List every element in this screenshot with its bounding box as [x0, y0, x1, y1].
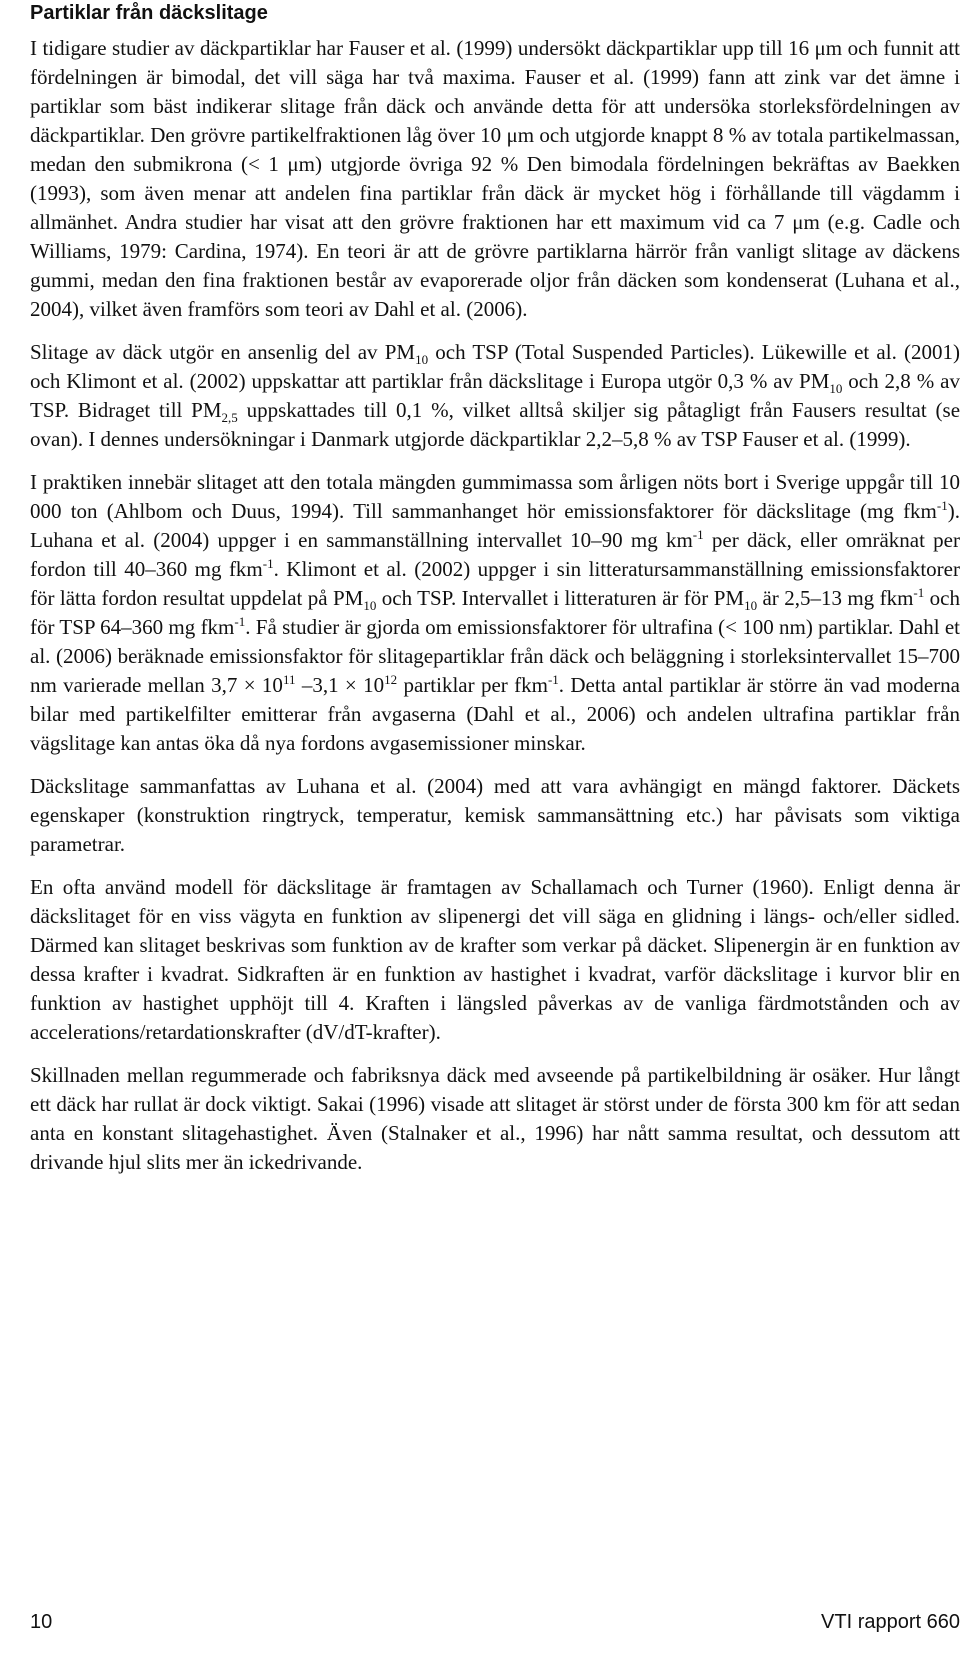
paragraph-3: I praktiken innebär slitaget att den totala mängden gummimassa som årligen nöts bort i Sverige uppgår till 10 000 ton (Ahlbom och Duus, 1994). Till sammanhanget hör emissionsfaktorer för däckslitage (mg fkm$^{-1}$). Luhana et al. (2004) uppger i en sammanställning intervallet 10–90 mg $km^{-1}$ per däck, eller omräknat per fordon till 40–360 mg fkm$^{-1}$. Klimont et al. (2002) uppger i sin litteratursammanställning emissionsfaktorer för lätta fordon resultat uppdelat på $PM_{10}$ och TSP. Intervallet i litteraturen är för $PM_{10}$ är 2,5–13 mg fkm$^{-1}$ och för TSP 64–360 mg fkm$^{-1}$. Få studier är gjorda om emissionsfaktorer för ultrafina (< 100 nm) partiklar. Dahl et al. (2006) beräknade emissionsfaktor för slitagepartiklar från däck och beläggning i storleksintervallet 15–700 nm varierade mellan $3,7 \times 10^{11}$ $-3,1 \times 10^{12}$ partiklar per fkm$^{-1}$. Detta antal partiklar är större än vad moderna bilar med partikelfilter emitterar från avgaserna (Dahl et al., 2006) och andelen ultrafina partiklar från vägslitage kan antas öka då nya fordons avgasemissioner minskar. — [30, 470, 960, 755]
report-name: VTI rapport 660 — [821, 1611, 960, 1633]
paragraph-1: I tidigare studier av däckpartiklar har Fauser et al. (1999) undersökt däckpartiklar upp till 16 μm och funnit att fördelningen är bimodal, det vill säga har två maxima. Fauser et al. (1999) fann att zink var det ämne i partiklar som bäst indikerar slitage från däck och använde detta för att undersöka storleksfördelningen av däckpartiklar. Den grövre partikelfraktionen låg över 10 μm och utgjorde knappt 8 % av totala partikelmassan, medan den submikrona (< 1 μm) utgjorde övriga 92 % Den bimodala fördelningen bekräftas av Baekken (1993), som även menar att andelen fina partiklar från däck är mycket hög i förhållande till vägdamm i allmänhet. Andra studier har visat att den grövre fraktionen har ett maximum vid ca 7 μm (e.g. Cadle och Williams, 1979: Cardina, 1974). En teori är att de grövre partiklarna härrör från vanligt slitage av däckens gummi, medan den fina fraktionen består av evaporerade oljor från däcken som kondenserat (Luhana et al., 2004), vilket även framförs som teori av Dahl et al. (2006). — [30, 36, 960, 321]
paragraph-4: Däckslitage sammanfattas av Luhana et al. (2004) med att vara avhängigt en mängd faktorer. Däckets egenskaper (konstruktion ringtryck, temperatur, kemisk sammansättning etc.) har påvisats som viktiga parametrar. — [30, 774, 960, 856]
page-number: 10 — [30, 1611, 53, 1633]
page-footer — [30, 1611, 960, 1634]
paragraph-5: En ofta använd modell för däckslitage är framtagen av Schallamach och Turner (1960). Enligt denna är däckslitaget för en viss vägyta en funktion av slipenergi det vill säga en glidning i längs- och/eller sidled. Därmed kan slitaget beskrivas som funktion av de krafter som verkar på däcket. Slipenergin är en funktion av dessa krafter i kvadrat. Sidkraften är en funktion av hastighet i kvadrat, varför däckslitage i kurvor blir en funktion av hastighet upphöjt till 4. Kraften i längsled påverkas av de vanliga färdmotstånden och av accelerations/retardationskrafter (dV/dT-krafter). — [30, 875, 960, 1044]
section-title: Partiklar från däckslitage — [30, 2, 268, 24]
paragraph-6: Skillnaden mellan regummerade och fabriksnya däck med avseende på partikelbildning är osäker. Hur långt ett däck har rullat är dock viktigt. Sakai (1996) visade att slitaget är störst under de första 300 km för att sedan anta en konstant slitagehastighet. Även (Stalnaker et al., 1996) har nått samma resultat, och dessutom att drivande hjul slits mer än ickedrivande. — [30, 1063, 960, 1174]
body-text-column — [30, 0, 960, 1177]
paragraph-2: Slitage av däck utgör en ansenlig del av $PM_{10}$ och TSP (Total Suspended Particles). Lükewille et al. (2001) och Klimont et al. (2002) uppskattar att partiklar från däckslitage i Europa utgör 0,3 % av $PM_{10}$ och 2,8 % av TSP. Bidraget till $PM_{2,5}$ uppskattades till 0,1 %, vilket alltså skiljer sig påtagligt från Fausers resultat (se ovan). I dennes undersökningar i Danmark utgjorde däckpartiklar 2,2–5,8 % av TSP Fauser et al. (1999). — [30, 340, 960, 451]
